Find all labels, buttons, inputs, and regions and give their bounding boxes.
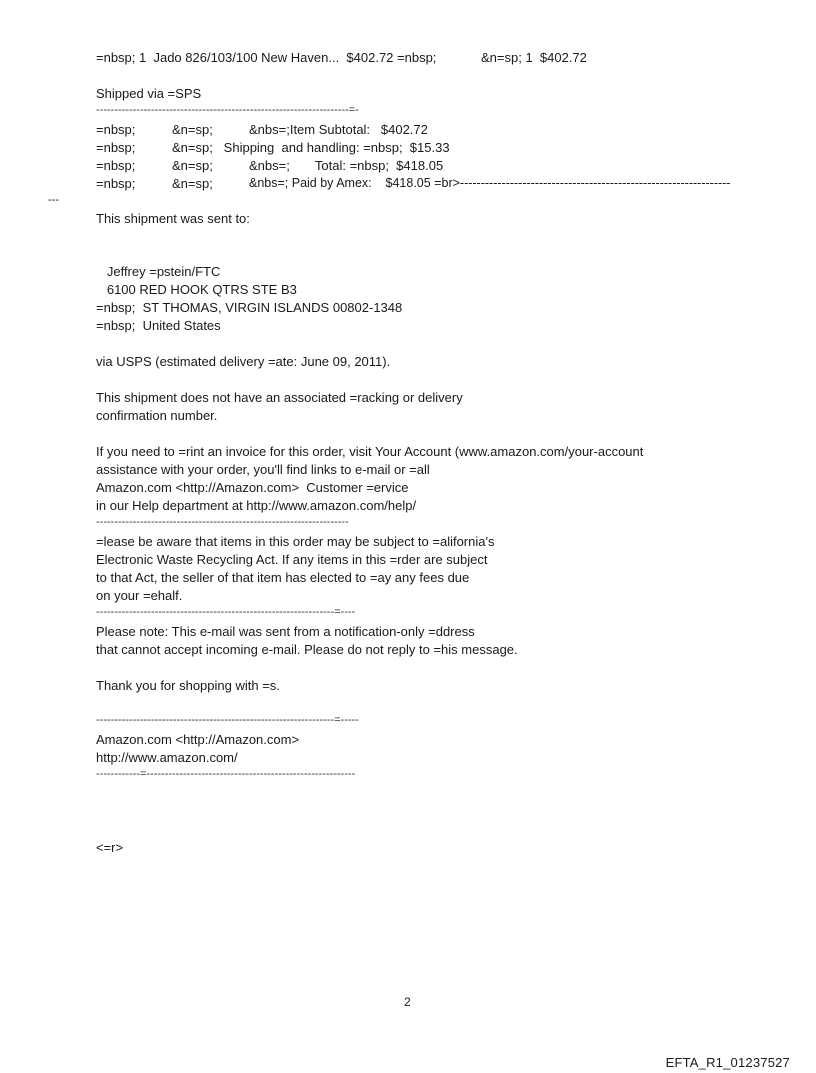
separator-3: -----------------------------------------------------------------=---- [96, 606, 356, 618]
california-line: to that Act, the seller of that item has elected to =ay any fees due [96, 570, 470, 585]
totals-row-c1: =nbsp; [96, 158, 136, 173]
totals-row-c1: =nbsp; [96, 140, 136, 155]
address-line: =nbsp; United States [96, 318, 221, 333]
footer-line: http://www.amazon.com/ [96, 750, 238, 765]
california-line: Electronic Waste Recycling Act. If any items in this =rder are subject [96, 552, 488, 567]
separator-2: --------------------------------------------------------------------- [96, 516, 349, 528]
totals-row-c1: =nbsp; [96, 122, 136, 137]
invoice-line: Amazon.com <http://Amazon.com> Customer =ervice [96, 480, 409, 495]
tracking-line: confirmation number. [96, 408, 218, 423]
stray-dashes: --- [48, 194, 59, 206]
shipped-via: Shipped via =SPS [96, 86, 202, 101]
totals-row-c2: &n=sp; [172, 122, 213, 137]
note-line: that cannot accept incoming e-mail. Please do not reply to =his message. [96, 642, 518, 657]
bates-number: EFTA_R1_01237527 [665, 1055, 790, 1070]
invoice-line: in our Help department at http://www.amazon.com/help/ [96, 498, 417, 513]
invoice-line: assistance with your order, you'll find links to e-mail or =all [96, 462, 430, 477]
via-usps: via USPS (estimated delivery =ate: June 09, 2011). [96, 354, 391, 369]
tracking-line: This shipment does not have an associated =racking or delivery [96, 390, 463, 405]
order-total: &nbs=; Total: =nbsp; $418.05 [249, 158, 444, 173]
separator-1: ---------------------------------------------------------------------=- [96, 104, 359, 116]
totals-row-c2: &n=sp; [172, 158, 213, 173]
separator-5: ------------=--------------------------------------------------------- [96, 768, 356, 780]
paid-by-amex: &nbs=; Paid by Amex: $418.05 =br>----------------------------------------------------------------- [249, 176, 731, 190]
item-subtotal: &nbs=;Item Subtotal: $402.72 [249, 122, 428, 137]
note-line: Please note: This e-mail was sent from a notification-only =ddress [96, 624, 475, 639]
california-line: on your =ehalf. [96, 588, 183, 603]
address-line: Jeffrey =pstein/FTC [96, 264, 221, 279]
address-line: 6100 RED HOOK QTRS STE B3 [96, 282, 297, 297]
address-line: =nbsp; ST THOMAS, VIRGIN ISLANDS 00802-1348 [96, 300, 403, 315]
sent-to-heading: This shipment was sent to: [96, 211, 250, 226]
separator-4: -----------------------------------------------------------------=----- [96, 714, 359, 726]
page-number: 2 [404, 995, 411, 1009]
totals-row-c1: =nbsp; [96, 176, 136, 191]
totals-row-c2: &n=sp; [172, 176, 213, 191]
item-line-left: =nbsp; 1 Jado 826/103/100 New Haven... $402.72 =nbsp; [96, 50, 437, 65]
california-line: =lease be aware that items in this order may be subject to =alifornia's [96, 534, 495, 549]
thank-you: Thank you for shopping with =s. [96, 678, 280, 693]
br-tag: <=r> [96, 840, 124, 855]
item-line-right: &n=sp; 1 $402.72 [481, 50, 587, 65]
footer-line: Amazon.com <http://Amazon.com> [96, 732, 300, 747]
shipping-handling: &n=sp; Shipping and handling: =nbsp; $15.33 [172, 140, 450, 155]
invoice-line: If you need to =rint an invoice for this order, visit Your Account (www.amazon.com/your-account [96, 444, 644, 459]
